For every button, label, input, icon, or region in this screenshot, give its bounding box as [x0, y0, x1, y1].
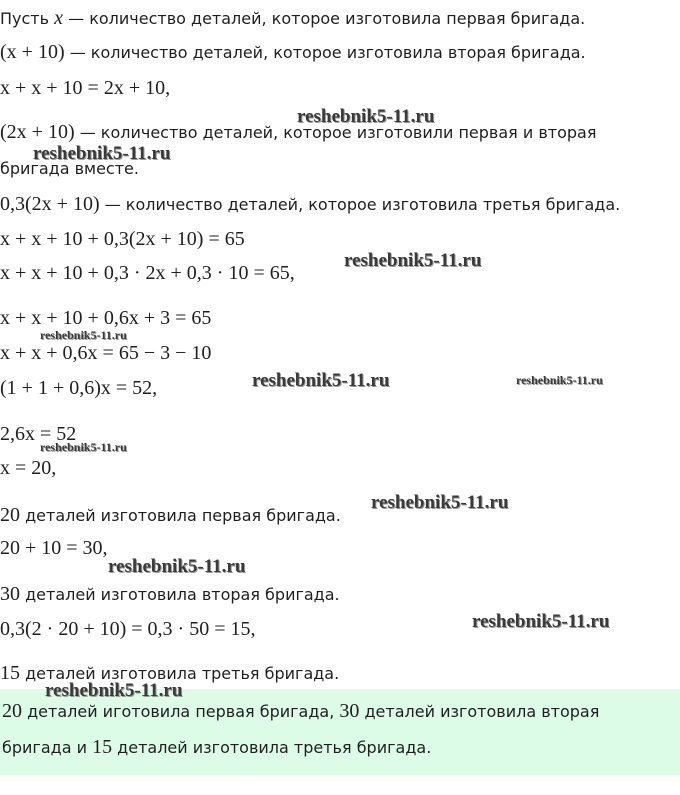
watermark: reshebnik5-11.ru	[33, 143, 171, 164]
equation-line	[0, 342, 211, 365]
second-brigade-line	[0, 41, 586, 64]
line-text: — количество деталей, которое изготовили первая и вторая	[74, 123, 597, 142]
math-expr: x + x + 10 + 0,3(2x + 10) = 65	[0, 228, 245, 250]
math-expr: x + x + 10 = 2x + 10,	[0, 77, 171, 99]
watermark: reshebnik5-11.ru	[516, 373, 603, 387]
watermark: reshebnik5-11.ru	[371, 492, 509, 513]
answer-text: бригада и	[2, 738, 93, 757]
watermark: reshebnik5-11.ru	[344, 250, 482, 271]
variable-x: x	[54, 7, 64, 29]
line-text: деталей изготовила вторая бригада.	[20, 585, 340, 604]
watermark: reshebnik5-11.ru	[40, 328, 127, 342]
line-text: — количество деталей, которое изготовила третья бригада.	[99, 195, 621, 214]
math-expr: (2x + 10)	[0, 121, 75, 143]
intro-text: — количество деталей, которое изготовила первая бригада.	[63, 9, 586, 28]
equation-line	[0, 618, 255, 641]
math-expr: 0,3(2 · 20 + 10) = 0,3 · 50 = 15,	[0, 618, 256, 640]
answer-number: 15	[92, 736, 113, 758]
equation-line	[0, 307, 211, 330]
equation-line	[0, 377, 157, 400]
math-number: 30	[0, 583, 20, 605]
equation-line	[0, 77, 170, 100]
math-expr: 0,3(2x + 10)	[0, 193, 100, 215]
math-expr: 2,6x = 52	[0, 423, 77, 445]
line-text: бригада вместе.	[0, 159, 139, 178]
watermark: reshebnik5-11.ru	[108, 556, 246, 577]
math-expr: x = 20,	[0, 457, 57, 479]
math-expr: (1 + 1 + 0,6)x = 52,	[0, 377, 158, 399]
intro-line	[0, 7, 585, 30]
watermark: reshebnik5-11.ru	[297, 106, 435, 127]
line-text: — количество деталей, которое изготовила вторая бригада.	[64, 43, 586, 62]
equation-line	[0, 537, 108, 560]
line-text: деталей изготовила третья бригада.	[20, 664, 340, 683]
equation-line	[0, 228, 245, 251]
line-text: деталей изготовила первая бригада.	[20, 506, 341, 525]
third-brigade-line	[0, 193, 620, 216]
math-expr: x + x + 0,6x = 65 − 3 − 10	[0, 342, 212, 364]
answer-row	[2, 736, 431, 759]
answer-text: деталей иготовила первая бригада,	[22, 702, 340, 721]
second-result-line	[0, 583, 340, 606]
watermark: reshebnik5-11.ru	[252, 370, 390, 391]
answer-row	[2, 700, 599, 723]
answer-text: деталей изготовила третья бригада.	[112, 738, 432, 757]
watermark: reshebnik5-11.ru	[40, 440, 127, 454]
watermark: reshebnik5-11.ru	[472, 611, 610, 632]
math-number: 20	[0, 504, 20, 526]
equation-line	[0, 457, 56, 480]
math-expr: 20 + 10 = 30,	[0, 537, 108, 559]
first-result-line	[0, 504, 341, 527]
math-number: 15	[0, 662, 20, 684]
math-expr: x + x + 10 + 0,6x + 3 = 65	[0, 307, 212, 329]
intro-prefix: Пусть	[0, 9, 55, 28]
math-expr: x + x + 10 + 0,3 · 2x + 0,3 · 10 = 65,	[0, 262, 295, 284]
equation-line	[0, 262, 295, 285]
answer-number: 30	[339, 700, 360, 722]
math-expr: (x + 10)	[0, 41, 65, 63]
answer-text: деталей изготовила вторая	[359, 702, 600, 721]
answer-number: 20	[2, 700, 22, 722]
watermark: reshebnik5-11.ru	[45, 680, 183, 701]
